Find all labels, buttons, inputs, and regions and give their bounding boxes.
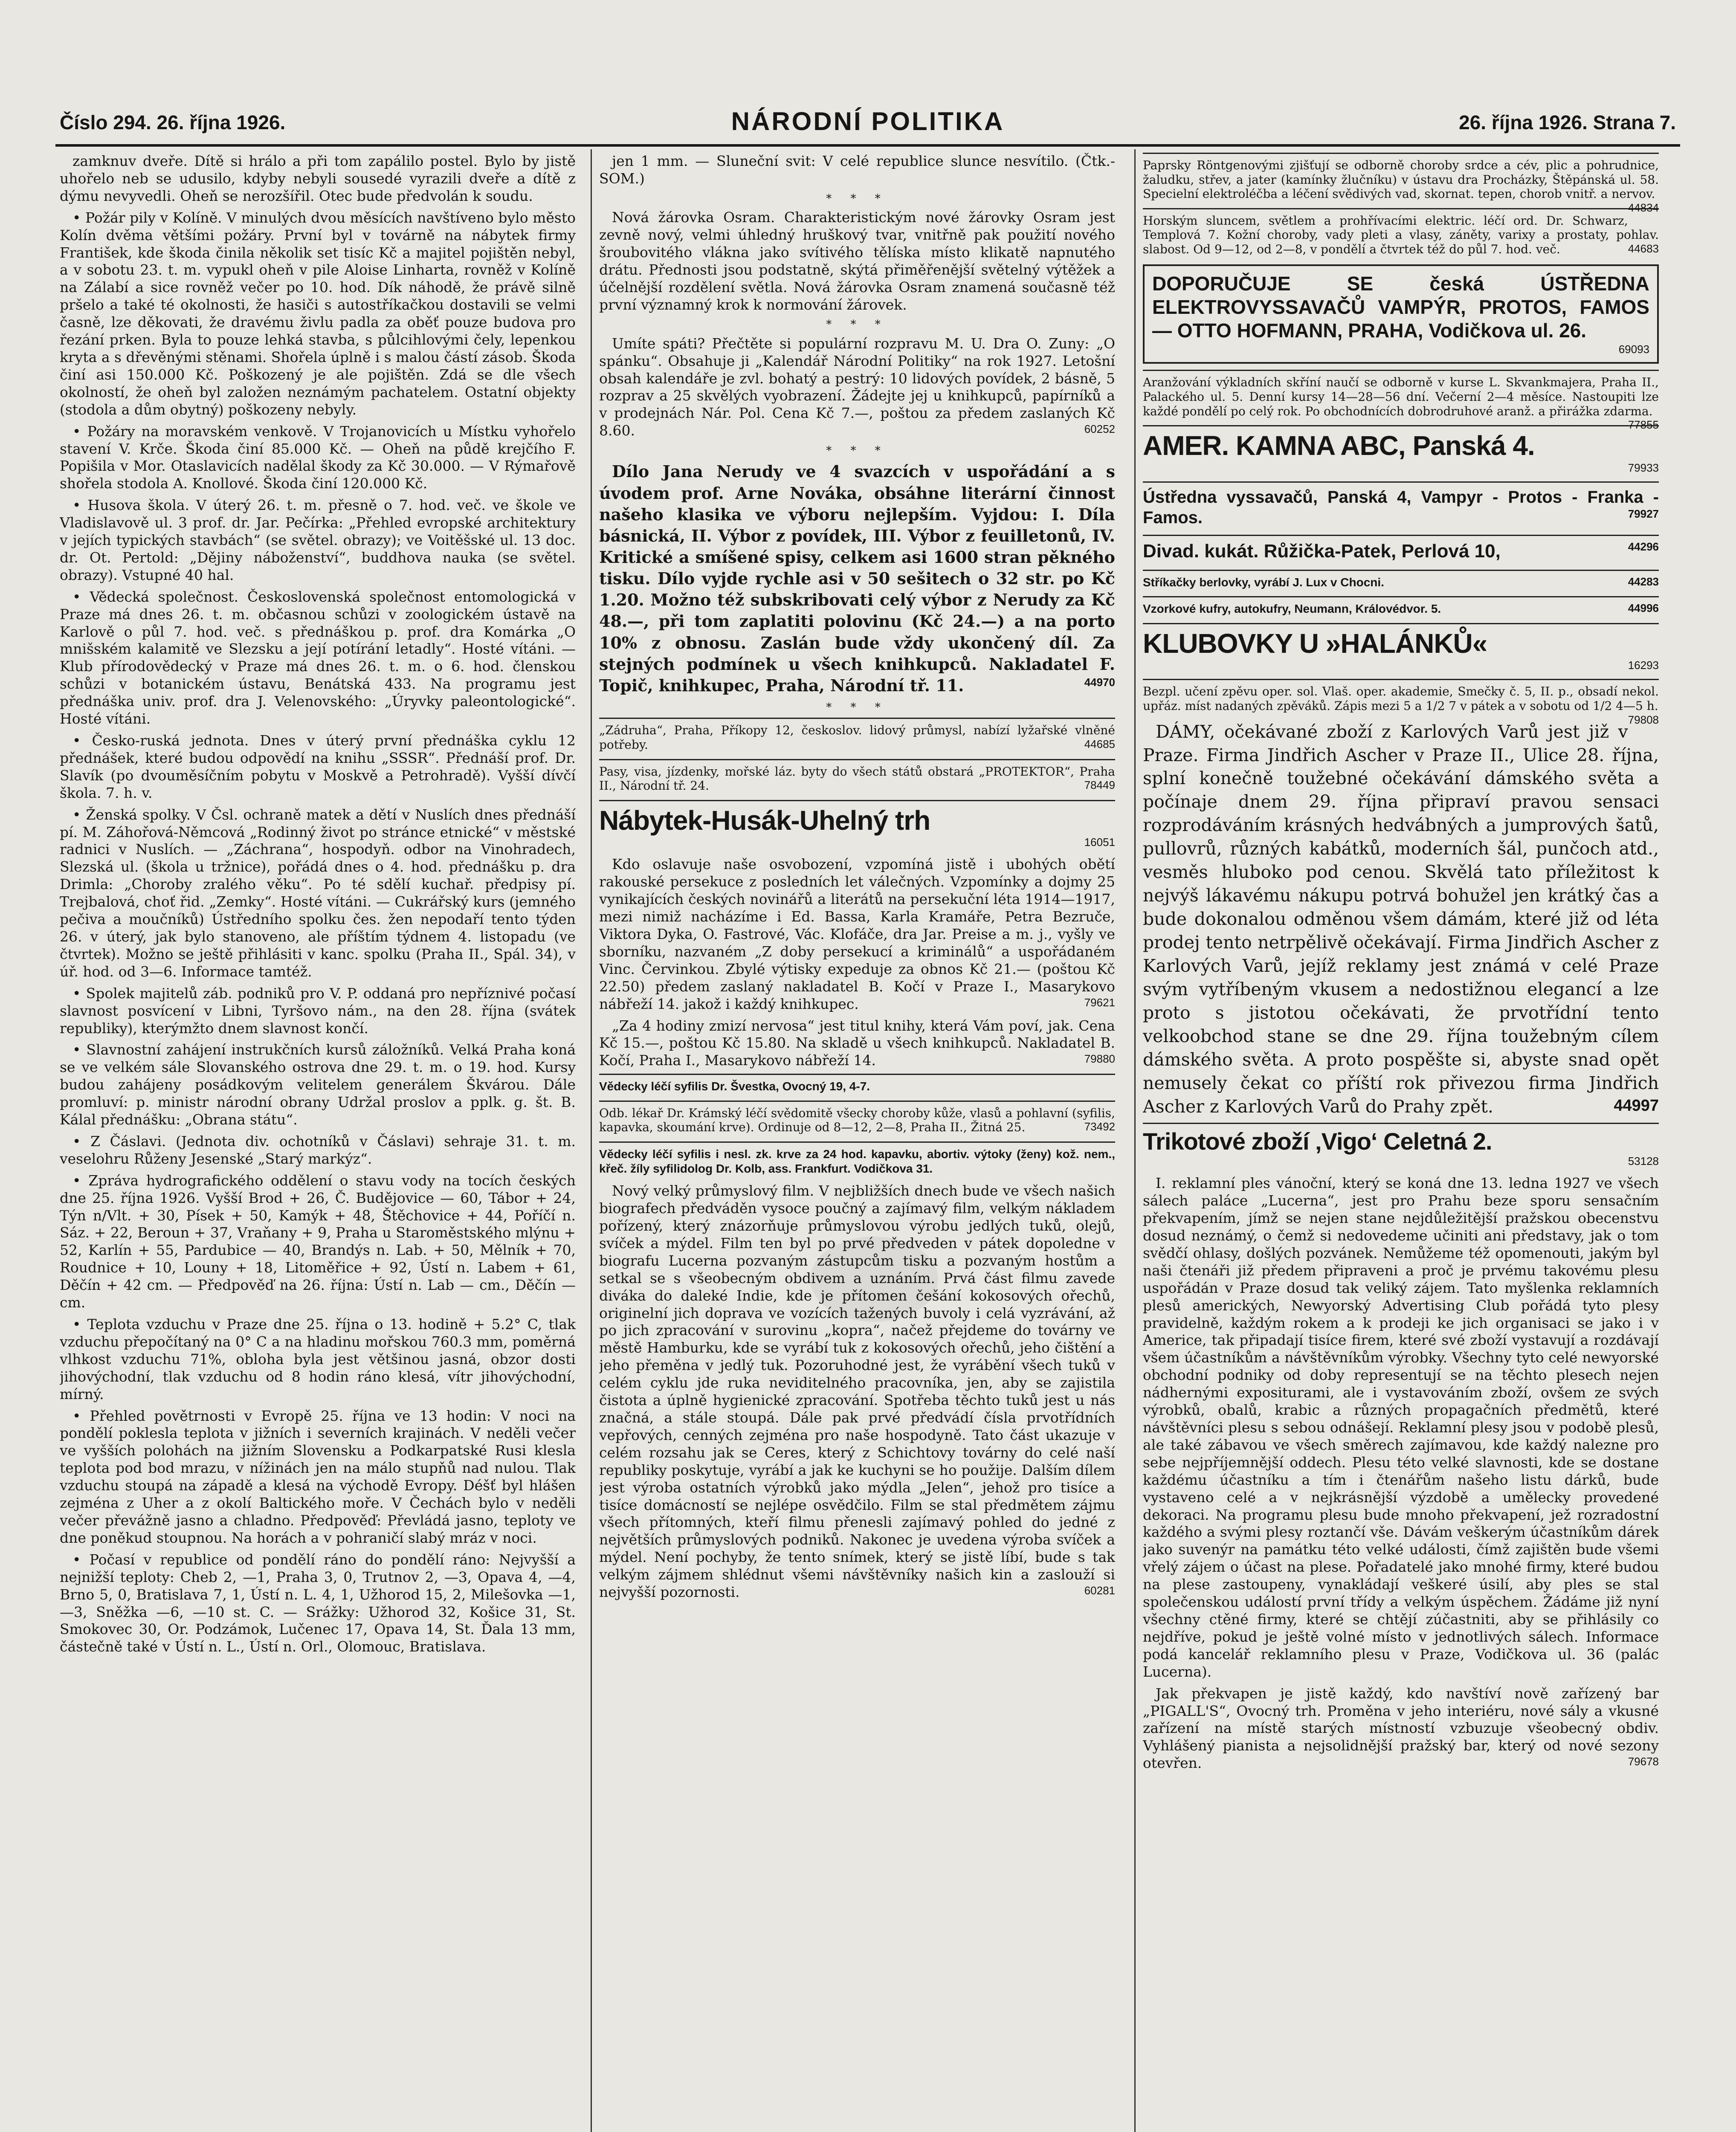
ad-reference-number: 44685 [1084,737,1115,750]
article-pigalls-bar: Jak překvapen je jistě každý, kdo navštíví nově zařízený bar „PIGALL'S“, Ovocný trh. Proměna v jeho interiéru, nové sály a vkusné zařízení na místě starých místností vzbuzuje všeobecný obdiv. Vyhlášený pianista a nejsolidnější pražský bar, který od nové sezony otevřen. 79678 [1143,1685,1659,1772]
ad-reference-number: 44296 [1628,540,1659,553]
ad-reference-number: 44683 [1628,242,1659,255]
column-divider [591,149,592,2132]
ad-reference-number: 16293 [1628,659,1659,672]
ad-headline: KLUBOVKY U »HALÁNKŮ« [1143,628,1487,659]
article-sunshine: jen 1 mm. — Sluneční svit: V celé republice slunce nesvítilo. (Čtk.-SOM.) [599,153,1115,187]
article-republic-weather: • Počasí v republice od pondělí ráno do pondělí ráno: Nejvyšší a nejnižší teploty: Cheb 2, —1, Praha 3, 0, Trutnov 2, —3, Opava 4, —4, Brno 5, 0, Bratislava 7, 1, Ústí n. L. 4, 1, Užhorod 15, 2, Milešovka —1, —3, Sněžka —6, —10 st. C. — Srážky: Užhorod 32, Košice 31, St. Smokovec 30, Or. Podzámok, Lučenec 17, Opava 14, St. Ďala 13 mm, částečně také v Ústí n. L., Ústí n. Orl., Olomouc, Bratislava. [60,1551,576,1655]
ad-trunks: Vzorkové kufry, autokufry, Neumann, Královédvor. 5. 44996 [1143,596,1659,620]
article-neruda-works: Dílo Jana Nerudy ve 4 svazcích v uspořádání a s úvodem prof. Arne Nováka, obsáhne literární činnost našeho klasika ve výboru nejlepším. Vyjdou: I. Díla básnická, II. Výbor z povídek, III. Výbor z feuilletonů, IV. Kritické a smíšené spisy, celkem asi 1600 stran pěkného tisku. Dílo vyjde rychle asi v 50 sešitech o 32 str. po Kč 1.20. Možno též subskribovati celý výbor z Nerudy za Kč 48.—, při tom zaplatiti polovinu (Kč 24.—) a na porto 10% z obnosu. Zaslán bude vždy ukončený díl. Za stejných podmínek u všech knihkupců. Nakladatel F. Topič, knihkupec, Praha, Národní tř. 11. 44970 [599,462,1115,695]
ad-reference-number: 44970 [1084,675,1115,689]
separator-stars: * * * [826,701,888,714]
ad-rontgen: Paprsky Röntgenovými zjišťují se odborně choroby srdce a cév, plic a pohrudnice, žaludku, střev, a jater (kamínky žlučníku) v ústavu dra Procházky, Štěpánská ul. 58. Specielní elektroléčba a léčení svědivých vad, skornat. tepen, chorob vnitř. a nervov. 44834 [1143,153,1659,205]
ad-reference-number: 44997 [1614,1096,1659,1115]
column-1 [60,153,576,2132]
column-3 [1143,153,1659,2132]
masthead [55,102,1680,145]
ad-reference-number: 79880 [1084,1052,1115,1066]
ad-headline: Nábytek-Husák-Uhelný trh [599,805,930,836]
article-hus-school: • Husova škola. V úterý 26. t. m. přesně o 7. hod. več. ve škole ve Vladislavově ul. 3 prof. dr. Jar. Pečírka: „Přehled evropské architektury v jejích typických stavbách“ (se světel. obrazy); ve Voitěšské ul. 13 doc. dr. Ot. Pertold: „Dějiny náboženství“, buddhova nauka (se světel. obrazy). Vstupné 40 hal. [60,497,576,583]
separator-stars: * * * [826,318,888,331]
ad-mountain-sun: Horským sluncem, světlem a prohřívacími elektric. léčí ord. Dr. Schwarz, Templová 7. Kožní choroby, vady pleti a vlasy, záněty, varixy a prostaty, pohlav. slabost. Od 9—12, od 2—8, v pondělí a čtvrtek též do půl 7. hod. več. 44683 [1143,208,1659,260]
ad-klubovky [1143,623,1659,676]
ad-reference-number: 73492 [1084,1120,1115,1133]
article-continued: zamknuv dveře. Dítě si hrálo a při tom zapálilo postel. Bylo by jistě uhořelo neb se udusilo, kdyby nebyli sousedé vyrazili dveře a dítě z dýmu nevyvedli. Oheň se nerozšířil. Otec bude předvolán k soudu. [60,153,576,204]
ad-reference-number: 16051 [1084,836,1115,849]
ad-vacuum-box [1143,264,1659,364]
ad-reference-number: 69093 [1618,343,1649,356]
ad-husak-furniture [599,800,1115,853]
ad-reference-number: 44283 [1628,575,1659,588]
ad-reference-number: 79808 [1628,713,1659,726]
article-persecution-memories: Kdo oslavuje naše osvobození, vzpomíná jistě i ubohých obětí rakouské persekuce z posledních let válečných. Vzpomínky a dojmy 25 vynikajících českých novinářů a literátů na persekuční léta 1914—1917, mezi nimiž nacházíme i Ed. Bassa, Karla Kramáře, Petra Bezruče, Viktora Dyka, O. Fastrové, Vác. Klofáče, dra Jar. Preise a m. j., vyšly ve sborníku, nazvaném „Z doby persekucí a kriminálů“ a uspořádaném Vinc. Červinkou. Zbylé výtisky expeduje za obnos Kč 21.— (poštou Kč 22.50) předem zaslaný nakladatel B. Kočí v Praze I., Masarykovo nábřeží 14. jakož i každý knihkupec. 79621 [599,856,1115,1012]
article-europe-weather: • Přehled povětrnosti v Evropě 25. října ve 13 hodin: V noci na pondělí poklesla teplota v jižních i severních krajinách. V neděli večer ve vyšších polohách na jižním Slovensku a Podkarpatské Rusi klesla teplota pod bod mrazu, v nížinách jen na málo stupňů nad nulou. Tlak vzduchu stoupá na západě a klesá na východě Evropy. Déšť byl hlášen zejména z Uher a z okolí Baltického moře. V Čechách bylo v neděli večer převážně jasno a chladno. Předpověď: Převládá jasno, teploty ve dne poněkud stoupnou. Na horách a v pohraničí slabý mráz v noci. [60,1407,576,1546]
masthead-rule [55,144,1680,147]
ad-sprayers: Stříkačky berlovky, vyrábí J. Lux v Chocni. 44283 [1143,570,1659,593]
ad-kolb: Vědecky léčí syfilis i nesl. zk. krve za 24 hod. kapavku, abortiv. výtoky (ženy) kož. nem., křeč. žíly syfilidolog Dr. Kolb, ass. Frankfurt. Vodičkova 31. [599,1141,1115,1179]
article-osram-bulb: Nová žárovka Osram. Charakteristickým nové žárovky Osram jest zevně nový, velmi úhledný hruškový tvar, vnitřně pak použití nového šroubovitého vlákna jako svítivého tělíska místo klikatě napnutého drátu. Přednosti jsou podstatně, skýtá přiměřenější světelný výtěžek a účelnější rozdělení světla. Nová žárovka Osram znamená současně též první významný krok k normování žárovek. [599,209,1115,313]
ad-protektor: Pasy, visa, jízdenky, mořské láz. byty do všech států obstará „PROTEKTOR“, Praha II., Národní tř. 24. 78449 [599,759,1115,797]
article-womens-clubs: • Ženská spolky. V Čsl. ochraně matek a dětí v Nuslích dnes přednáší pí. M. Záhořová-Němcová „Rodinný život po stránce etnické“ v městské radnici v Nuslích. — „Záchrana“, hospodyň. odbor na Vinohradech, Slezská ul. (škola u tržnice), pořádá dnes o 4. hod. přednášku p. dra Drimla: „Choroby zralého věku“. Po té sdělí kuchař. předpisy pí. Trejbalová, choť řid. „Zemky“. Hosté vítáni. — Cukrářský kurs (jemného pečiva a moučníků) Ústředního spolku čes. žen nepodaří tento týden 26. v úterý, jak bylo stanoveno, ale příštím týdnem 4. listopadu (ve čtvrtek). Možno se ještě přihlásiti v kanc. spolku (Praha II., Spál. 34), v úř. hod. od 3—6. Informace tamtéž. [60,806,576,980]
page-number: 26. října 1926. Strana 7. [1459,111,1676,133]
ad-reference-number: 60281 [1084,1584,1115,1597]
ad-svestka: Vědecky léčí syfilis Dr. Švestka, Ovocný 19, 4-7. [599,1074,1115,1097]
article-advertising-ball: I. reklamní ples vánoční, který se koná dne 13. ledna 1927 ve všech sálech paláce „Lucerna“, jest pro Prahu beze sporu sensačním překvapením, jímž se nejen stane nejdůležitější pražskou obecenstvu dosud neznámý, o čemž si nedovedeme učiniti ani představy, jak o tom svědčí ohlasy, došlých pozvánek. Nemůžeme též opomenouti, jakým byl naši čtenáři již předem připraveni a proč je prvému takovému plesu uspořádán v Praze dosud tak veliký zájem. Tato myšlenka reklamních plesů amerických, Newyorský Advertising Club pořádá tyto plesy pravidelně, každým rokem a k prodeji ke jich organisaci se jako i v Americe, tak připadají tisíce firem, které své zboží vystavují a rozdávají všem účastníkům a návštěvníkům výrobky. Všechny tyto celé newyorské obchodní podniky od doby representují se na těchto plesech nejen nádhernými expositurami, ale i vystavováním zboží, ovšem ze svých výrobků, obalů, krabic a různých propagačních předmětů, které návštěvníci plesu s sebou odnášejí. Reklamní plesy jsou v podobě plesů, ale také zábavou ve všech směrech zajímavou, kde každý nalezne pro sebe nejpříjemnější oddech. Plesu této velké slavnosti, kde se dostane každému účastníku a tím i čtenářům našeho listu dárků, bude vystaveno celé a v nejkrásnější výzdobě a umělecky provedené dekoraci. Na programu plesu bude mnoho překvapení, jež rozradostní každého a svými plesy roztančí vše. Dávám veškerým účastníkům dárek jako suvenýr na památku této velké události, čímž zajištěn bude všemi vřelý zájem o účast na plese. Pořadatelé jako mnohé firmy, které budou na plese zastoupeny, vynakládají veškeré úsilí, aby ples se stal společenskou událostí první třídy a velkým úspěchem. Žádáme již nyní všechny ctěné firmy, které se chtějí zúčastniti, aby se přihlásily co nejdříve, pokud je ještě volné místo v jednotlivých sálech. Informace podá kancelář reklamního plesu v Praze, Vodičkova ul. 36 (palác Lucerna). [1143,1175,1659,1680]
ad-amer-kamna [1143,425,1659,478]
ad-reference-number: 79621 [1084,996,1115,1009]
ad-reference-number: 53128 [1628,1155,1659,1168]
ad-singing-lessons: Bezpl. učení zpěvu oper. sol. Vlaš. oper. akademie, Smečky č. 5, II. p., obsadí nekol. upřáz. míst nadaných zpěváků. Zápis mezi 5 a 1/2 7 v pátek a v sobotu od 1/2 4—5 h. 79808 [1143,679,1659,716]
article-fire-kolin: • Požár pily v Kolíně. V minulých dvou měsících navštíveno bylo město Kolín dvěma většími požáry. První byl v továrně na nábytek firmy František, kde škoda činila několik set tisíc Kč a majitel pojištěn nebyl, a v sobotu 23. t. m. vypukl oheň v pile Aloise Linharta, rovněž v Kolíně na Zálabí a sice rovněž večer po 10. hod. Dík náhodě, že právě silně pršelo a také té okolnosti, že hasiči s autostříkačkou dostavili se velmi časně, lze děkovati, že dravému živlu padla za oběť pouze budova pro řezání prken. Byla to pouze lehká stavba, s půlcihlovými čely, lepenkou kryta a s dřevěnými stěnami. Shořela úplně i s malou částí zásob. Škoda činí asi 150.000 Kč. Poškozený je ale pojištěn. Zdá se dle všech okolností, že oheň byl založen neznámým pachatelem. Ostatní objekty (stodola a dům obytný) poškozeny nebyly. [60,209,576,418]
article-reservist-courses: • Slavnostní zahájení instrukčních kursů záložníků. Velká Praha koná se ve velkém sále Slovanského ostrova dne 29. t. m. o 19. hod. Kursy budou zahájeny posádkovým velitelem generálem Škvárou. Dále promluví: p. ministr národní obrany Udržal proslov a pplk. g. št. B. Kálal přednášku: „Obrana státu“. [60,1041,576,1128]
ad-kramsky: Odb. lékař Dr. Krámský léčí svědomitě všecky choroby kůže, vlasů a pohlavní (syfilis, kapavka, skoumání krve). Ordinuje od 8—12, 2—8, Praha II., Žitná 25. 73492 [599,1101,1115,1138]
article-ascher-ladies: DÁMY, očekávané zboží z Karlových Varů jest již v Praze. Firma Jindřich Ascher v Praze II., Ulice 28. října, splní konečně toužebné očekávání dámského světa a počínaje dnem 29. října připraví pravou sensaci rozprodáváním krásných hedvábných a jumprových šatů, pullovrů, různých kabátků, moderních šál, punčoch atd., vesměs hluboko pod cenou. Skvělá tato příležitost k nejvýš lákavému nákupu potrvá bohužel jen krátký čas a bude dokonalou odměnou všem dámám, které již od léta prodej tento netrpělivě očekávají. Firma Jindřich Ascher z Karlových Varů, jejíž reklamy jest známá v celé Praze svým vytříbeným vkusem a nedostižnou elegancí a lze proto s jistotou očekávati, že prvotřídní tento velkoobchod stane se dne 29. října toužebným cílem dámského světa. A proto pospěšte si, abyste snad opět nemusely čekat co příští rok přivezou firma Jindřich Ascher z Karlových Varů do Prahy zpět. 44997 [1143,721,1659,1117]
ad-reference-number: 60252 [1084,423,1115,436]
ad-reference-number: 78449 [1084,779,1115,792]
ad-reference-number: 44996 [1628,602,1659,615]
article-prague-temperature: • Teplota vzduchu v Praze dne 25. října o 13. hodině + 5.2° C, tlak vzduchu přepočítaný na 0° C a na hladinu mořskou 760.3 mm, poměrná vlhkost vzduchu 71%, obloha byla jest většinou jasná, obzor dosti jihovýchodní, tlak vzduchu od 8 hodin ráno klesá, vítr jihovýchodní, mírný. [60,1316,576,1402]
article-nervousness-book: „Za 4 hodiny zmizí nervosa“ jest titul knihy, která Vám poví, jak. Cena Kč 15.—, poštou Kč 15.80. Na skladě u všech knihkupců. Nakladatel B. Kočí, Praha I., Masarykovo nábřeží 14. 79880 [599,1017,1115,1069]
article-czech-russian-union: • Česko-ruská jednota. Dnes v úterý první přednáška cyklu 12 přednášek, které budou odpovědí na knihu „SSSR“. Přednáší prof. Dr. Slavík (po dvouměsíčním pobytu v Moskvě a Petrohradě). Vyšší dívčí škola. 7. h. v. [60,732,576,801]
column-divider [1134,149,1136,2132]
newspaper-title: NÁRODNÍ POLITIKA [731,107,1005,136]
ad-headline: AMER. KAMNA ABC, Panská 4. [1143,430,1535,461]
separator-stars: * * * [826,444,888,458]
ad-reference-number: 77855 [1628,418,1659,432]
separator-stars: * * * [826,192,888,205]
article-sleep-calendar: Umíte spáti? Přečtěte si populární rozpravu M. U. Dra O. Zuny: „O spánku“. Obsahuje ji „Kalendář Národní Politiky“ na rok 1927. Letošní obsah kalendáře je zvl. bohatý a pestrý: 10 lidových povídek, 2 básně, 5 rozprav a 25 skvělých vyobrazení. Žádejte jej u knihkupců, papírníků a v prodejnách Nár. Pol. Cena Kč 7.—, poštou za předem zaslaných Kč 8.60. 60252 [599,335,1115,439]
column-2 [599,153,1115,2132]
ad-headline: DOPORUČUJE SE česká ÚSTŘEDNA ELEKTROVYSSAVAČŮ VAMPÝR, PROTOS, FAMOS — OTTO HOFMANN, PRAHA, Vodičkova ul. 26. [1152,272,1649,342]
article-entertainment-owners: • Spolek majitelů záb. podniků pro V. P. oddaná pro nepříznivé počasí slavnost posvícení v Libni, Tyršovo nám., na den 28. října (svátek republiky), kterýmžto dnem slavnost končí. [60,985,576,1037]
ad-reference-number: 79927 [1628,507,1659,520]
ad-reference-number: 44834 [1628,201,1659,214]
ad-headline: Trikotové zboží ‚Vigo‘ Celetná 2. [1143,1127,1492,1155]
ad-theatre-glasses: Divad. kukát. Růžička-Patek, Perlová 10, 44296 [1143,535,1659,566]
article-caslav: • Z Čáslavi. (Jednota div. ochotníků v Čáslavi) sehraje 31. t. m. veselohru Růženy Jesenské „Starý markýz“. [60,1133,576,1167]
ad-zadruha: „Zádruha“, Praha, Příkopy 12, českoslov. lidový průmysl, nabízí lyžařské vlněné potřeby. 44685 [599,718,1115,755]
ad-reference-number: 79678 [1628,1755,1659,1768]
ad-vacuum-center: Ústředna vyssavačů, Panská 4, Vampyr - Protos - Franka - Famos. 79927 [1143,481,1659,531]
ad-reference-number: 79933 [1628,461,1659,474]
article-industrial-film: Nový velký průmyslový film. V nejbližších dnech bude ve všech našich biografech předváděn vysoce poučný a zajímavý film, velkým nákladem pořízený, který znázorňuje průmyslovou výrobu jedlých tuků, olejů, svíček a mýdel. Film ten byl po prvé předveden v pátek dopoledne v biografu Lucerna pozvaným zástupcům tisku a pozvaným hostům a setkal se s všeobecným obdivem a uznáním. Prvá část filmu zavede diváka do daleké Indie, kde je přítomen češání kokosových ořechů, originelní jich doprava ve vozících tažených buvoly i celá vyzrávání, až po jich zpracování v surovinu „kopra“, načež přejdeme do továrny ve městě Hamburku, kde se vyrábí tuk z kokosových ořechů, jeho čištění a jeho přeměna v jedlý tuk. Pozoruhodné jest, že vyrábění všech tuků v celém cyklu jde ruka neviditelného pracovníka, jen, aby se zajistila čistota a úplně hygienické zpracování. Spotřeba těchto tuků jest u nás značná, a stále stoupá. Dále pak prvé předvádí čísla prvotřídních vepřových, cenných zejména pro naše hospodyně. Tato část ukazuje v celém rozsahu jak se Ceres, který z Schichtovy továrny do celé naší republiky poskytuje, vyrábí a jak ke kuchyni se ho použije. Dalším dílem jest výroba ostatních výrobků jako mýdla „Jelen“, jehož pro tisíce a tisíce domácností se nejlépe osvědčilo. Film se stal předmětem zájmu všech přítomných, kteří filmu přenesli zajímavý pohled do jedné z největších průmyslových podniků. Nakonec je uvedena výroba svíček a mýdel. Není pochyby, že tento snímek, který se jistě líbí, bude s tak velkým zájmem shlédnut všemi návštěvníky našich kin a zaslouží si nejvyšší pozornosti. 60281 [599,1182,1115,1601]
article-fires-moravia: • Požáry na moravském venkově. V Trojanovicích u Místku vyhořelo stavení V. Krče. Škoda činí 85.000 Kč. — Oheň na půdě krejčího F. Popišila v Mor. Otaslavicích nadělal škody za Kč 30.000. — V Rýmařově shořela stodola A. Knollové. Škoda činí 120.000 Kč. [60,423,576,492]
issue-number: Číslo 294. 26. října 1926. [60,111,286,133]
article-water-levels: • Zpráva hydrografického oddělení o stavu vody na tocích českých dne 25. října 1926. Vyšší Brod + 26, Č. Budějovice — 60, Tábor + 24, Týn n/Vlt. + 30, Písek + 50, Kamýk + 48, Štěchovice + 44, Poříčí n. Sáz. + 22, Beroun + 37, Vraňany + 9, Praha u Staroměstského mlýnu + 52, Karlín + 55, Pardubice — 40, Brandýs n. Lab. + 50, Mělník + 70, Roudnice + 10, Louny + 18, Litoměřice + 92, Ústí n. Labem + 61, Děčín + 42 cm. — Předpověď na 26. října: Ústí n. Lab — cm., Děčín — cm. [60,1172,576,1311]
article-scientific-society: • Vědecká společnost. Československá společnost entomologická v Praze má dnes 26. t. m. občasnou schůzi v zoologickém ústavě na Karlově o půl 7. hod. več. s přednáškou p. prof. dra Komárka „O mnišském kalamitě ve Slezsku a její potírání letadly“. Hosté vítáni. — Klub přírodovědecký v Praze má dnes 26. t. m. o 6. hod. členskou schůzi v botanickém ústavu, Benátská 433. Na programu jest přednáška univ. prof. dra J. Velenovského: „Úryvky paleontologické“. Hosté vítáni. [60,588,576,727]
ad-vigo-tricot [1143,1123,1659,1172]
ad-window-dressing: Aranžování výkladních skříní naučí se odborně v kurse L. Skvankmajera, Praha II., Palackého ul. 5. Denní kursy 14—28—56 dní. Večerní 2—4 měsíce. Nastoupiti lze každé pondělí po celý rok. Po obchodnících dobrodruhové aranž. a přirážka zdarma. 77855 [1143,370,1659,422]
